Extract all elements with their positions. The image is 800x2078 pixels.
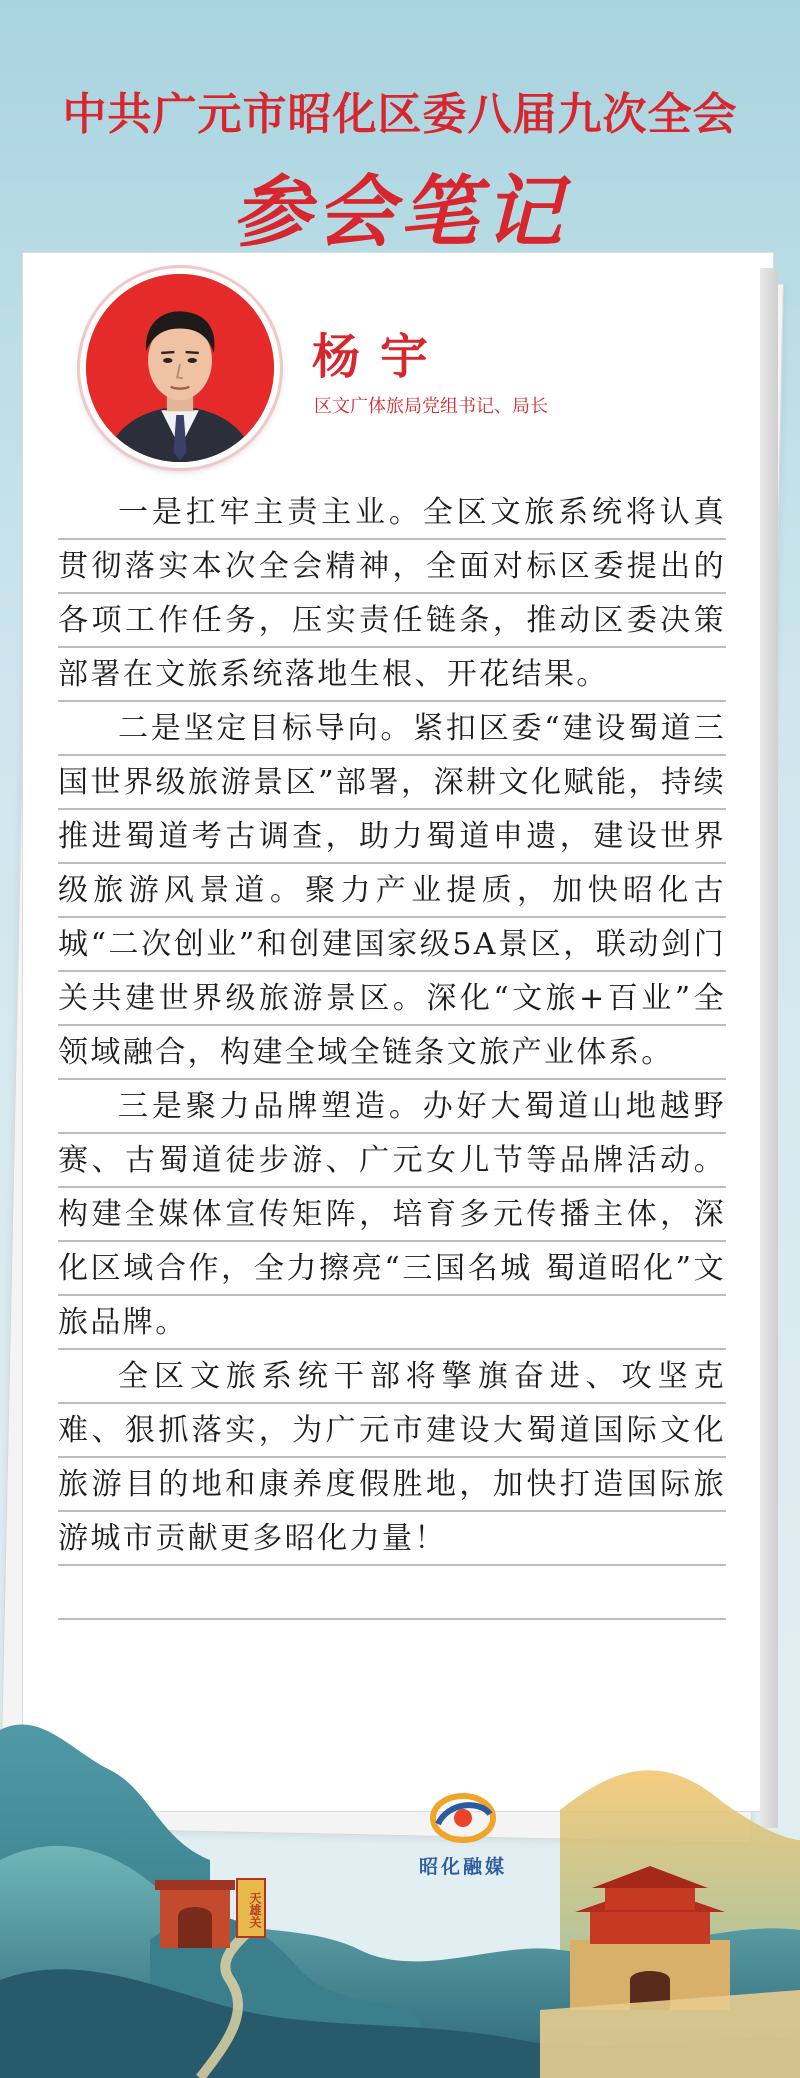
article-body (58, 486, 726, 1620)
media-logo (398, 1790, 528, 1900)
paragraph-1: 一是扛牢主责主业。全区文旅系统将认真贯彻落实本次全会精神，全面对标区委提出的各项工作任务，压实责任链条，推动区委决策部署在文旅系统落地生根、开花结果。 (58, 495, 726, 692)
paragraph-4: 全区文旅系统干部将擎旗奋进、攻坚克难、狠抓落实，为广元市建设大蜀道国际文化旅游目的地和康养度假胜地，加快打造国际旅游城市贡献更多昭化力量！ (58, 1359, 726, 1556)
author-role: 区文广体旅局党组书记、局长 (314, 396, 548, 417)
author-avatar (80, 268, 280, 468)
paragraph-3: 三是聚力品牌塑造。办好大蜀道山地越野赛、古蜀道徒步游、广元女儿节等品牌活动。构建全媒体宣传矩阵，培育多元传播主体，深化区域合作，全力擦亮“三国名城 蜀道昭化”文旅品牌。 (58, 1089, 726, 1340)
author-name: 杨宇 (312, 329, 449, 385)
logo-swirl-icon (428, 1790, 498, 1846)
page-subtitle: 参会笔记 (231, 167, 568, 258)
paragraph-2: 二是坚定目标导向。紧扣区委“建设蜀道三国世界级旅游景区”部署，深耕文化赋能，持续推进蜀道考古调查，助力蜀道申遗，建设世界级旅游风景道。聚力产业提质，加快昭化古城“二次创业”和创建国家级5A景区，联动剑门关共建世界级旅游景区。深化“文旅+百业”全领域融合，构建全域全链条文旅产业体系。 (58, 711, 726, 1070)
page-title: 中共广元市昭化区委八届九次全会 (62, 89, 738, 140)
logo-text: 昭化融媒 (418, 1856, 507, 1878)
gate-name-sign: 天雄关 (236, 1878, 266, 1938)
portrait-image (86, 274, 274, 462)
ruled-blank-line (58, 1566, 726, 1620)
page-edge-shadow (760, 268, 778, 1828)
